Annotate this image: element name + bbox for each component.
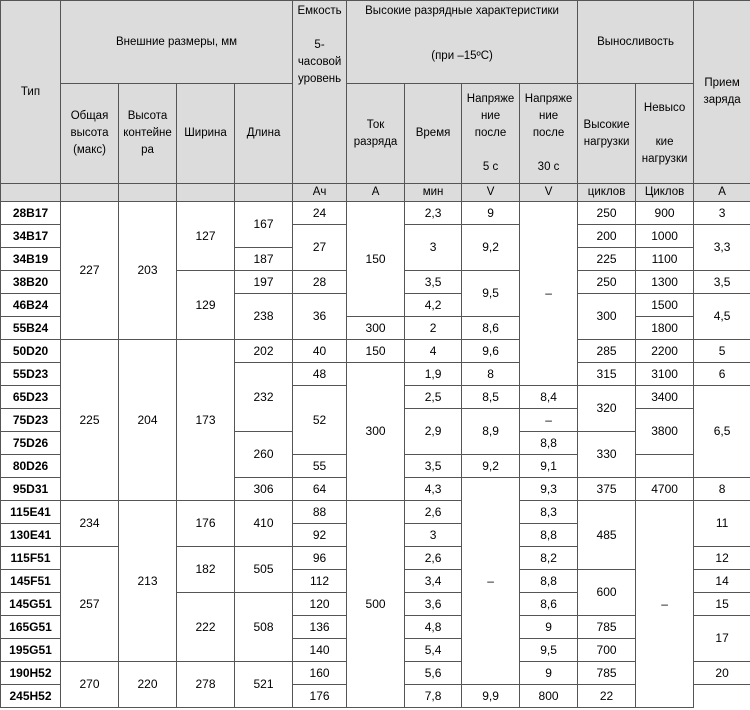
cell-type: 34B17 — [1, 225, 61, 248]
cell-current: 500 — [347, 501, 405, 708]
cell-type: 55D23 — [1, 363, 61, 386]
cell-capacity: 160 — [293, 662, 347, 685]
cell-current: 300 — [347, 317, 405, 340]
unit-capacity: Ач — [293, 184, 347, 202]
header-high-load: Высокие нагрузки — [578, 84, 636, 184]
header-voltage-5s-time: 5 с — [482, 161, 499, 173]
cell-high-load: 285 — [578, 340, 636, 363]
cell-type: 75D23 — [1, 409, 61, 432]
cell-time: 4,2 — [405, 294, 462, 317]
cell-time: 2,6 — [405, 501, 462, 524]
cell-length: 410 — [235, 501, 293, 547]
cell-voltage-30s: 8,6 — [520, 593, 578, 616]
cell-capacity: 92 — [293, 524, 347, 547]
header-voltage-30s — [520, 84, 578, 184]
cell-high-load: 225 — [578, 248, 636, 271]
cell-voltage-5s: 9,2 — [462, 225, 520, 271]
header-charge-accept: Прием заряда — [694, 1, 750, 184]
cell-high-load: 250 — [578, 271, 636, 294]
cell-time: 4,3 — [405, 478, 462, 501]
header-container-height: Высота контейне ра — [119, 84, 177, 184]
unit-cell — [119, 184, 177, 202]
cell-low-load: 900 — [636, 202, 694, 225]
cell-low-load: 1100 — [636, 248, 694, 271]
cell-voltage-30s: 9 — [520, 616, 578, 639]
cell-type: 65D23 — [1, 386, 61, 409]
cell-low-load: – — [636, 501, 694, 708]
cell-charge: 14 — [694, 570, 750, 593]
unit-voltage-30s: V — [520, 184, 578, 202]
cell-length: 238 — [235, 294, 293, 340]
cell-high-load: 330 — [578, 432, 636, 478]
cell-type: 145G51 — [1, 593, 61, 616]
cell-charge: 12 — [694, 547, 750, 570]
cell-width: 222 — [177, 593, 235, 662]
cell-high-load: 700 — [578, 639, 636, 662]
cell-high-load: 600 — [578, 570, 636, 616]
cell-width: 278 — [177, 662, 235, 708]
cell-capacity: 96 — [293, 547, 347, 570]
cell-voltage-5s: 9,6 — [462, 340, 520, 363]
cell-voltage-5s: 8,6 — [462, 317, 520, 340]
cell-charge: 3,3 — [694, 225, 750, 271]
cell-container-height: 203 — [119, 202, 177, 340]
cell-low-load: 3800 — [636, 409, 694, 455]
header-capacity-line2: 5- — [314, 39, 325, 51]
header-length: Длина — [235, 84, 293, 184]
unit-cell — [235, 184, 293, 202]
cell-total-height: 270 — [61, 662, 119, 708]
cell-time: 4 — [405, 340, 462, 363]
cell-length: 187 — [235, 248, 293, 271]
header-total-height: Общая высота (макс) — [61, 84, 119, 184]
cell-low-load: 1500 — [636, 294, 694, 317]
cell-time: 2 — [405, 317, 462, 340]
cell-total-height: 225 — [61, 340, 119, 501]
cell-high-load: 785 — [578, 616, 636, 639]
cell-time: 5,4 — [405, 639, 462, 662]
cell-capacity: 55 — [293, 455, 347, 478]
cell-type: 190H52 — [1, 662, 61, 685]
cell-high-load: 200 — [578, 225, 636, 248]
cell-capacity: 48 — [293, 363, 347, 386]
cell-type: 115E41 — [1, 501, 61, 524]
cell-voltage-30s: 8,8 — [520, 432, 578, 455]
cell-voltage-30s: 8,8 — [520, 524, 578, 547]
cell-voltage-5s: 9 — [462, 202, 520, 225]
header-low-load-line1: Невысо — [643, 101, 686, 114]
cell-capacity: 88 — [293, 501, 347, 524]
cell-capacity: 112 — [293, 570, 347, 593]
cell-voltage-30s: 9 — [520, 662, 578, 685]
cell-capacity: 140 — [293, 639, 347, 662]
header-capacity-line3: часовой — [297, 56, 342, 68]
cell-width: 127 — [177, 202, 235, 271]
cell-length: 505 — [235, 547, 293, 593]
unit-time: мин — [405, 184, 462, 202]
cell-time: 3,5 — [405, 271, 462, 294]
header-capacity — [293, 1, 347, 184]
cell-charge: 6 — [694, 363, 750, 386]
cell-type: 55B24 — [1, 317, 61, 340]
cell-low-load: 3100 — [636, 363, 694, 386]
header-low-load — [636, 84, 694, 184]
header-type: Тип — [1, 1, 61, 184]
cell-voltage-30s: 8,8 — [520, 570, 578, 593]
cell-high-load: 300 — [578, 294, 636, 340]
cell-width: 182 — [177, 547, 235, 593]
cell-voltage-30s: 8,2 — [520, 547, 578, 570]
cell-time: 4,8 — [405, 616, 462, 639]
cell-type: 80D26 — [1, 455, 61, 478]
cell-type: 130E41 — [1, 524, 61, 547]
cell-length: 260 — [235, 432, 293, 478]
cell-charge: 5 — [694, 340, 750, 363]
cell-charge: 6,5 — [694, 386, 750, 478]
cell-container-height: 220 — [119, 662, 177, 708]
cell-width: 129 — [177, 271, 235, 340]
header-width: Ширина — [177, 84, 235, 184]
cell-capacity: 52 — [293, 386, 347, 455]
cell-capacity: 40 — [293, 340, 347, 363]
cell-high-load: 485 — [578, 501, 636, 570]
unit-current: А — [347, 184, 405, 202]
cell-charge: 17 — [694, 616, 750, 662]
cell-time: 3 — [405, 524, 462, 547]
cell-capacity: 27 — [293, 225, 347, 271]
cell-low-load: 1000 — [636, 225, 694, 248]
cell-voltage-30s: 9,5 — [520, 639, 578, 662]
cell-total-height: 234 — [61, 501, 119, 547]
cell-capacity: 136 — [293, 616, 347, 639]
unit-charge: А — [694, 184, 750, 202]
cell-length: 232 — [235, 363, 293, 432]
cell-voltage-5s: 8 — [462, 363, 520, 386]
cell-type: 38B20 — [1, 271, 61, 294]
cell-capacity: 64 — [293, 478, 347, 501]
header-voltage-5s-label: Напряже ние после — [466, 93, 515, 139]
cell-type: 95D31 — [1, 478, 61, 501]
cell-type: 46B24 — [1, 294, 61, 317]
cell-time: 3,5 — [405, 455, 462, 478]
cell-time: 5,6 — [405, 662, 462, 685]
unit-high-load: циклов — [578, 184, 636, 202]
cell-low-load: 2200 — [636, 340, 694, 363]
cell-type: 115F51 — [1, 547, 61, 570]
cell-total-height: 227 — [61, 202, 119, 340]
cell-total-height: 257 — [61, 547, 119, 662]
cell-width: 176 — [177, 501, 235, 547]
cell-time: 1,9 — [405, 363, 462, 386]
cell-current: 150 — [347, 340, 405, 363]
cell-current: 150 — [347, 202, 405, 317]
cell-type: 50D20 — [1, 340, 61, 363]
cell-capacity: 28 — [293, 271, 347, 294]
cell-length: 508 — [235, 593, 293, 662]
cell-type: 75D26 — [1, 432, 61, 455]
cell-time: 2,9 — [405, 409, 462, 455]
cell-capacity: 176 — [293, 685, 347, 708]
cell-charge: 22 — [578, 685, 636, 708]
cell-time: 3,6 — [405, 593, 462, 616]
cell-high-load: 785 — [578, 662, 636, 685]
unit-cell — [1, 184, 61, 202]
header-high-rate-temp: (при –15ºС) — [431, 50, 493, 62]
header-time: Время — [405, 84, 462, 184]
cell-voltage-30s: – — [520, 202, 578, 386]
cell-charge: 11 — [694, 501, 750, 547]
header-voltage-5s — [462, 84, 520, 184]
cell-container-height: 213 — [119, 501, 177, 662]
header-capacity-line4: уровень — [297, 73, 342, 85]
cell-voltage-5s: 8,5 — [462, 386, 520, 409]
cell-high-load: 250 — [578, 202, 636, 225]
cell-length: 202 — [235, 340, 293, 363]
cell-type: 34B19 — [1, 248, 61, 271]
cell-type: 245H52 — [1, 685, 61, 708]
cell-low-load: 3400 — [636, 386, 694, 409]
cell-time: 2,3 — [405, 202, 462, 225]
cell-charge: 4,5 — [694, 294, 750, 340]
cell-type: 165G51 — [1, 616, 61, 639]
cell-voltage-30s: 8,3 — [520, 501, 578, 524]
header-external-dims: Внешние размеры, мм — [61, 1, 293, 84]
cell-type: 28B17 — [1, 202, 61, 225]
cell-charge: 3,5 — [694, 271, 750, 294]
cell-length: 306 — [235, 478, 293, 501]
cell-voltage-30s: 9,1 — [520, 455, 578, 478]
unit-cell — [61, 184, 119, 202]
cell-type: 195G51 — [1, 639, 61, 662]
cell-voltage-5s: 9,5 — [462, 271, 520, 317]
cell-voltage-5s: 9,2 — [462, 455, 520, 478]
cell-voltage-30s: 8,4 — [520, 386, 578, 409]
cell-low-load: 1300 — [636, 271, 694, 294]
cell-high-load: 320 — [578, 386, 636, 432]
header-discharge-current: Ток разряда — [347, 84, 405, 184]
unit-voltage-5s: V — [462, 184, 520, 202]
cell-time: 2,5 — [405, 386, 462, 409]
cell-charge: 3 — [694, 202, 750, 225]
cell-voltage-5s: – — [462, 478, 520, 685]
unit-cell — [177, 184, 235, 202]
cell-time: 2,6 — [405, 547, 462, 570]
cell-high-load: 800 — [520, 685, 578, 708]
header-voltage-30s-time: 30 с — [537, 161, 560, 173]
cell-type: 145F51 — [1, 570, 61, 593]
cell-time: 3 — [405, 225, 462, 271]
cell-charge: 20 — [694, 662, 750, 685]
cell-capacity: 120 — [293, 593, 347, 616]
cell-high-load: 375 — [578, 478, 636, 501]
cell-voltage-30s: 9,9 — [462, 685, 520, 708]
cell-low-load: 4700 — [636, 478, 694, 501]
cell-capacity: 36 — [293, 294, 347, 340]
cell-high-load: 315 — [578, 363, 636, 386]
cell-current: 300 — [347, 363, 405, 501]
header-high-rate-title: Высокие разрядные характеристики — [365, 5, 559, 17]
header-endurance: Выносливость — [578, 1, 694, 84]
cell-time: 7,8 — [405, 685, 462, 708]
cell-voltage-30s: 9,3 — [520, 478, 578, 501]
cell-length: 167 — [235, 202, 293, 248]
cell-capacity: 24 — [293, 202, 347, 225]
cell-length: 521 — [235, 662, 293, 708]
cell-voltage-5s: 8,9 — [462, 409, 520, 455]
cell-charge: 8 — [694, 478, 750, 501]
cell-width: 173 — [177, 340, 235, 501]
cell-length: 197 — [235, 271, 293, 294]
header-voltage-30s-label: Напряже ние после — [524, 93, 573, 139]
cell-container-height: 204 — [119, 340, 177, 501]
cell-low-load: 1800 — [636, 317, 694, 340]
cell-voltage-30s: – — [520, 409, 578, 432]
header-low-load-line2: кие нагрузки — [641, 135, 688, 165]
unit-low-load: Циклов — [636, 184, 694, 202]
cell-charge: 15 — [694, 593, 750, 616]
cell-time: 3,4 — [405, 570, 462, 593]
header-high-rate — [347, 1, 578, 84]
header-capacity-line1: Емкость — [297, 5, 342, 17]
